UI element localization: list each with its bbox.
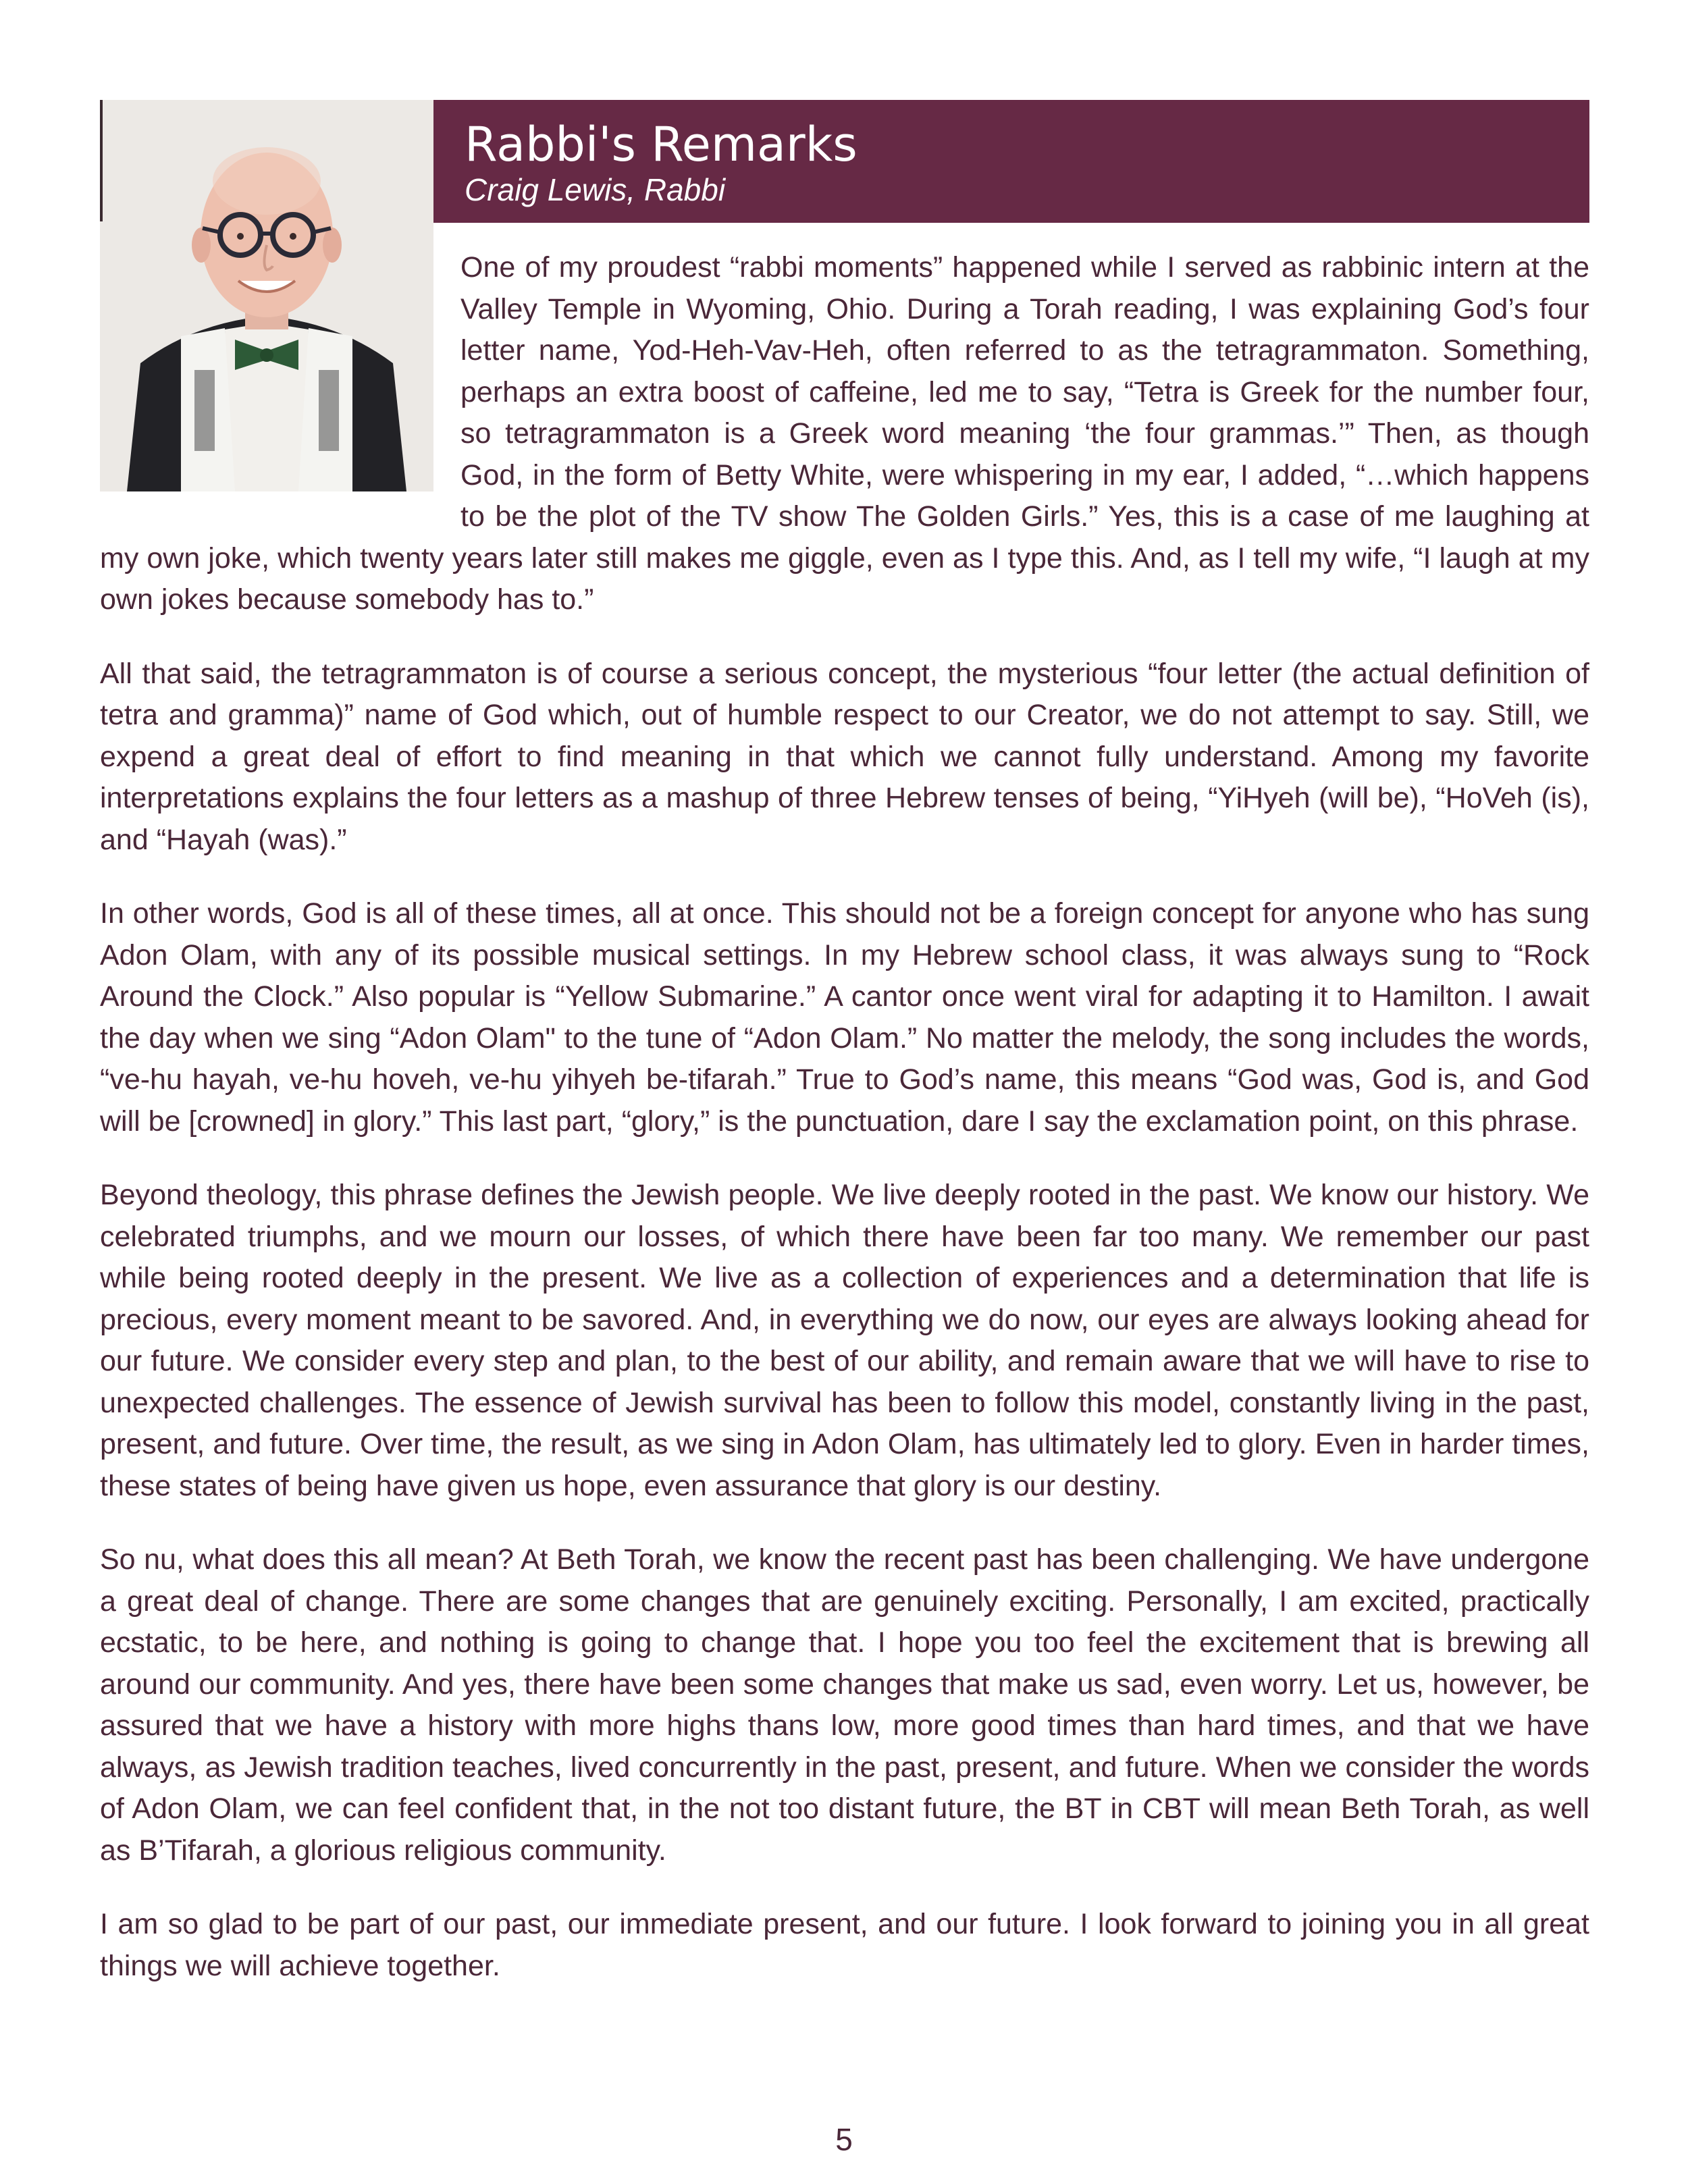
portrait-illustration (100, 100, 433, 491)
paragraph: So nu, what does this all mean? At Beth Torah, we know the recent past has been challenging. We have undergone a great deal of change. There are some changes that are genuinely exciting. Personally, I am excited, practically ecstatic, to be here, and nothing is going to change that. I hope you too feel the excitement that is brewing all around our community. And yes, there have been some changes that make us sad, even worry. Let us, however, be assured that we have a history with more highs thans low, more good times than hard times, and that we have always, as Jewish tradition teaches, lived concurrently in the past, present, and future. When we consider the words of Adon Olam, we can feel confident that, in the not too distant future, the BT in CBT will mean Beth Torah, as well as B’Tifarah, a glorious religious community. (100, 1543, 1589, 1867)
page-number: 5 (835, 2122, 853, 2157)
author-byline: Craig Lewis, Rabbi (465, 172, 726, 207)
rabbi-portrait-photo (100, 100, 433, 491)
paragraph: One of my proudest “rabbi moments” happened while I served as rabbinic intern at the Valley Temple in Wyoming, Ohio. During a Torah reading, I was explaining God’s four letter name, Yod-Heh-Vav-Heh, often referred to as the tetragrammaton. Something, perhaps an extra boost of caffeine, led me to say, “Tetra is Greek for the number four, so tetragrammaton is a Greek word meaning ‘the four grammas.’” Then, as though God, in the form of Betty White, were whispering in my ear, I added, “…which happens to be the plot of the TV show The Golden Girls.” Yes, this is a case of me laughing at my own joke, which twenty years later still makes me giggle, even as I type this. And, as I tell my wife, “I laugh at my own jokes because somebody has to.” (100, 251, 1589, 616)
section-title: Rabbi's Remarks (465, 117, 858, 172)
article-body (100, 247, 1589, 1987)
paragraph: All that said, the tetragrammaton is of course a serious concept, the mysterious “four letter (the actual definition of tetra and gramma)” name of God which, out of humble respect to our Creator, we do not attempt to say. Still, we expend a great deal of effort to find meaning in that which we cannot fully understand. Among my favorite interpretations explains the four letters as a mashup of three Hebrew tenses of being, “YiHyeh (will be), “HoVeh (is), and “Hayah (was).” (100, 657, 1589, 856)
paragraph: Beyond theology, this phrase defines the Jewish people. We live deeply rooted in the past. We know our history. We celebrated triumphs, and we mourn our losses, of which there have been far too many. We remember our past while being rooted deeply in the present. We live as a collection of experiences and a determination that life is precious, every moment meant to be savored. And, in everything we do now, our eyes are always looking ahead for our future. We consider every step and plan, to the best of our ability, and remain aware that we will have to rise to unexpected challenges. The essence of Jewish survival has been to follow this model, constantly living in the past, present, and future. Over time, the result, as we sing in Adon Olam, has ultimately led to glory. Even in harder times, these states of being have given us hope, even assurance that glory is our destiny. (100, 1179, 1589, 1502)
section-header-banner (433, 100, 1589, 223)
article (100, 100, 1589, 2019)
paragraph: I am so glad to be part of our past, our immediate present, and our future. I look forward to joining you in all great things we will achieve together. (100, 1908, 1589, 1982)
paragraph: In other words, God is all of these times, all at once. This should not be a foreign concept for anyone who has sung Adon Olam, with any of its possible musical settings. In my Hebrew school class, it was always sung to “Rock Around the Clock.” Also popular is “Yellow Submarine.” A cantor once went viral for adapting it to Hamilton. I await the day when we sing “Adon Olam" to the tune of “Adon Olam.” No matter the melody, the song includes the words, “ve-hu hayah, ve-hu hoveh, ve-hu yihyeh be-tifarah.” True to God’s name, this means “God was, God is, and God will be [crowned] in glory.” This last part, “glory,” is the punctuation, dare I say the exclamation point, on this phrase. (100, 897, 1589, 1138)
